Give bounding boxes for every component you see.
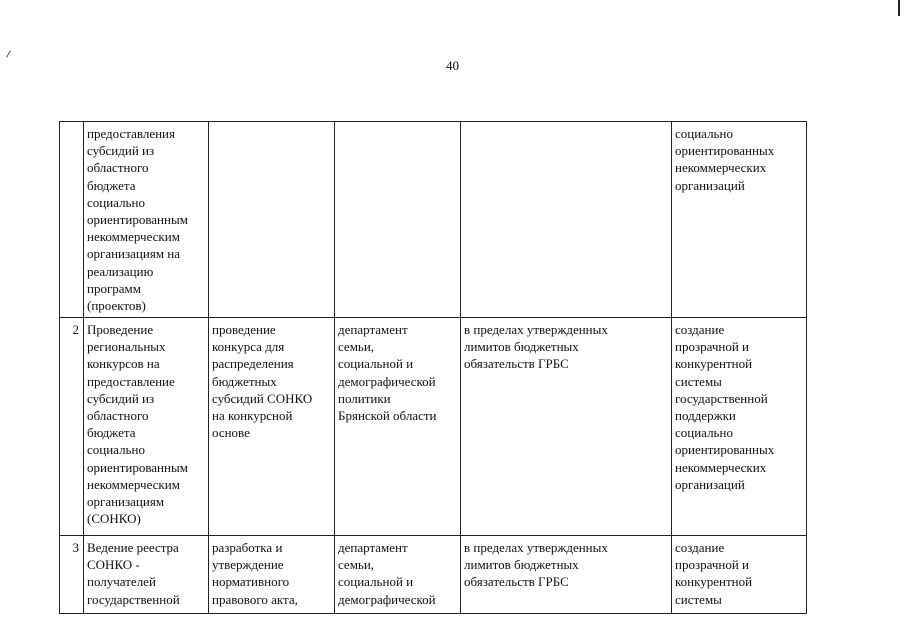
result-cell: создание прозрачной и конкурентной системы xyxy=(672,536,807,614)
table-row xyxy=(60,536,807,614)
scan-stray-mark xyxy=(6,50,11,57)
funding-cell: в пределах утвержденных лимитов бюджетных обязательств ГРБС xyxy=(461,536,672,614)
scan-edge-mark xyxy=(898,0,900,16)
row-number-cell: 2 xyxy=(60,318,84,536)
event-cell: Ведение реестра СОНКО - получателей государственной xyxy=(84,536,209,614)
table-row xyxy=(60,318,807,536)
page-number: 40 xyxy=(446,58,459,73)
row-number-cell xyxy=(60,122,84,318)
content-cell: проведение конкурса для распределения бюджетных субсидий СОНКО на конкурсной основе xyxy=(209,318,335,536)
funding-cell xyxy=(461,122,672,318)
table-row xyxy=(60,122,807,318)
result-cell: создание прозрачной и конкурентной системы государственной поддержки социально ориентированных некоммерческих организаций xyxy=(672,318,807,536)
executor-cell xyxy=(335,122,461,318)
content-cell: разработка и утверждение нормативного правового акта, xyxy=(209,536,335,614)
event-cell: Проведение региональных конкурсов на предоставление субсидий из областного бюджета социально ориентированным некоммерческим организациям (СОНКО) xyxy=(84,318,209,536)
activity-plan-table xyxy=(59,121,807,614)
event-cell: предоставления субсидий из областного бюджета социально ориентированным некоммерческим организациям на реализацию программ (проектов) xyxy=(84,122,209,318)
content-cell xyxy=(209,122,335,318)
funding-cell: в пределах утвержденных лимитов бюджетных обязательств ГРБС xyxy=(461,318,672,536)
row-number-cell: 3 xyxy=(60,536,84,614)
executor-cell: департамент семьи, социальной и демографической xyxy=(335,536,461,614)
executor-cell: департамент семьи, социальной и демографической политики Брянской области xyxy=(335,318,461,536)
result-cell: социально ориентированных некоммерческих организаций xyxy=(672,122,807,318)
